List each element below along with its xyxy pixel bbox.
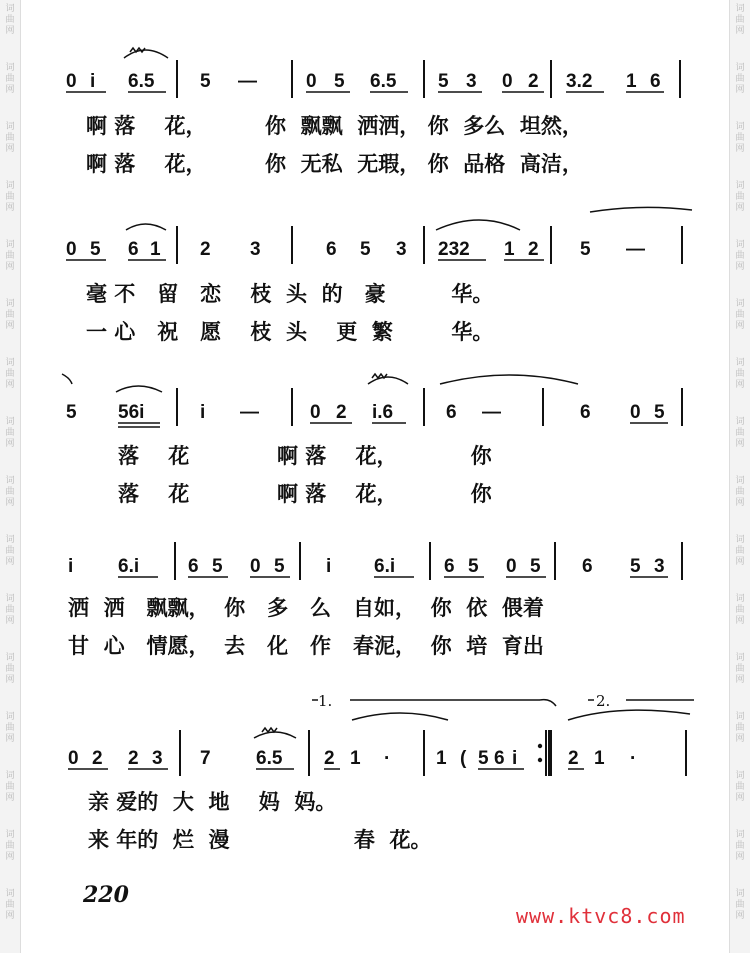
note: — bbox=[238, 71, 257, 92]
system-4 bbox=[0, 520, 750, 670]
note: 6 bbox=[444, 556, 455, 577]
lyric-verse-1: 亲 爱的 大 地 妈 妈。 bbox=[88, 789, 337, 814]
note: 232 bbox=[438, 239, 470, 260]
note: 5 bbox=[654, 402, 665, 423]
note: 0 bbox=[250, 556, 261, 577]
watermark-text: 词 曲 网 bbox=[735, 240, 745, 272]
page-number: 220 bbox=[83, 882, 129, 908]
note: 5 bbox=[478, 748, 489, 769]
watermark-text: 词 曲 网 bbox=[735, 63, 745, 95]
system-1 bbox=[0, 40, 750, 190]
note: — bbox=[482, 402, 501, 423]
note: 0 bbox=[506, 556, 517, 577]
note: 0 bbox=[66, 71, 77, 92]
note: 6 bbox=[128, 239, 139, 260]
note: 0 bbox=[630, 402, 641, 423]
watermark-text: 词 曲 网 bbox=[735, 535, 745, 567]
watermark-text: 词 曲 网 bbox=[735, 4, 745, 36]
watermark-text: 词 曲 网 bbox=[5, 712, 15, 744]
note: i bbox=[200, 402, 206, 423]
lyric-verse-1: 毫 不 留 恋 枝 头 的 豪 华。 bbox=[86, 281, 494, 306]
watermark-text: 词 曲 网 bbox=[735, 653, 745, 685]
note: 5 bbox=[212, 556, 223, 577]
note: 2 bbox=[528, 71, 539, 92]
watermark-text: 词 曲 网 bbox=[735, 417, 745, 449]
volta-1-label: 1. bbox=[318, 692, 333, 710]
note: 6 bbox=[446, 402, 457, 423]
note: 2 bbox=[324, 748, 335, 769]
note: 6 bbox=[580, 402, 591, 423]
lyric-verse-1: 落 花 啊 落 花， 你 bbox=[118, 443, 492, 468]
note: 1 bbox=[436, 748, 447, 769]
note: 6 bbox=[326, 239, 337, 260]
watermark-text: 词 曲 网 bbox=[735, 299, 745, 331]
lyric-verse-1: 啊 落 花， 你 飘飘 洒洒， 你 多么 坦然， bbox=[86, 113, 583, 138]
watermark-text: 词 曲 网 bbox=[5, 4, 15, 36]
watermark-text: 词 曲 网 bbox=[5, 830, 15, 862]
note: 3 bbox=[250, 239, 261, 260]
note: · bbox=[384, 748, 391, 769]
note: 6.5 bbox=[256, 748, 283, 769]
watermark-text: 词 曲 网 bbox=[735, 122, 745, 154]
watermark-text: 词 曲 网 bbox=[735, 181, 745, 213]
note: 5 bbox=[530, 556, 541, 577]
note: 3 bbox=[152, 748, 163, 769]
note: 3.2 bbox=[566, 71, 593, 92]
note: 0 bbox=[306, 71, 317, 92]
note: 6.i bbox=[118, 556, 140, 577]
note: 2 bbox=[92, 748, 103, 769]
note: 6.5 bbox=[370, 71, 397, 92]
note: 1 bbox=[626, 71, 637, 92]
watermark-text: 词 曲 网 bbox=[5, 240, 15, 272]
watermark-text: 词 曲 网 bbox=[735, 476, 745, 508]
watermark-text: 词 曲 网 bbox=[5, 535, 15, 567]
note: 2 bbox=[200, 239, 211, 260]
lyric-verse-2: 甘 心 情愿， 去 化 作 春泥， 你 培 育出 bbox=[68, 633, 544, 658]
watermark-text: 词 曲 网 bbox=[5, 181, 15, 213]
site-watermark: www.ktvc8.com bbox=[516, 904, 686, 928]
watermark-text: 词 曲 网 bbox=[5, 653, 15, 685]
note: 1 bbox=[504, 239, 515, 260]
note: 56i bbox=[118, 402, 145, 423]
watermark-text: 词 曲 网 bbox=[5, 417, 15, 449]
note: 1 bbox=[594, 748, 605, 769]
note: 6.5 bbox=[128, 71, 155, 92]
note: 2 bbox=[528, 239, 539, 260]
lyric-verse-1: 洒 洒 飘飘， 你 多 么 自如， 你 依 偎着 bbox=[68, 595, 544, 620]
note: 2 bbox=[128, 748, 139, 769]
note: 5 bbox=[200, 71, 211, 92]
note: 2 bbox=[568, 748, 579, 769]
note: i.6 bbox=[372, 402, 394, 423]
system-2 bbox=[0, 200, 750, 350]
watermark-text: 词 曲 网 bbox=[735, 712, 745, 744]
watermark-text: 词 曲 网 bbox=[735, 358, 745, 390]
watermark-text: 词 曲 网 bbox=[5, 594, 15, 626]
watermark-text: 词 曲 网 bbox=[735, 594, 745, 626]
note: 5 bbox=[360, 239, 371, 260]
note: 3 bbox=[396, 239, 407, 260]
note: 5 bbox=[334, 71, 345, 92]
watermark-text: 词 曲 网 bbox=[5, 358, 15, 390]
watermark-text: 词 曲 网 bbox=[735, 771, 745, 803]
note: 0 bbox=[310, 402, 321, 423]
note: 5 bbox=[66, 402, 77, 423]
note: 5 bbox=[274, 556, 285, 577]
note: 0 bbox=[68, 748, 79, 769]
note: ( bbox=[460, 748, 467, 769]
watermark-text: 词 曲 网 bbox=[735, 889, 745, 921]
system-3 bbox=[0, 360, 750, 510]
note: 5 bbox=[468, 556, 479, 577]
note: 0 bbox=[66, 239, 77, 260]
watermark-text: 词 曲 网 bbox=[5, 476, 15, 508]
note: 3 bbox=[466, 71, 477, 92]
watermark-text: 词 曲 网 bbox=[5, 889, 15, 921]
note: i bbox=[512, 748, 518, 769]
note: 0 bbox=[502, 71, 513, 92]
lyric-verse-2: 一 心 祝 愿 枝 头 更 繁 华。 bbox=[86, 319, 494, 344]
note: 6 bbox=[188, 556, 199, 577]
note: 5 bbox=[630, 556, 641, 577]
note: — bbox=[626, 239, 645, 260]
watermark-text: 词 曲 网 bbox=[5, 771, 15, 803]
watermark-text: 词 曲 网 bbox=[735, 830, 745, 862]
note: 3 bbox=[654, 556, 665, 577]
note: · bbox=[630, 748, 637, 769]
lyric-verse-2: 啊 落 花， 你 无私 无瑕， 你 品格 高洁， bbox=[86, 151, 583, 176]
note: — bbox=[240, 402, 259, 423]
note: 1 bbox=[350, 748, 361, 769]
watermark-text: 词 曲 网 bbox=[5, 122, 15, 154]
note: 6 bbox=[494, 748, 505, 769]
watermark-text: 词 曲 网 bbox=[5, 63, 15, 95]
lyric-verse-2: 落 花 啊 落 花， 你 bbox=[118, 481, 492, 506]
note: 5 bbox=[90, 239, 101, 260]
note: 2 bbox=[336, 402, 347, 423]
note: 7 bbox=[200, 748, 211, 769]
watermark-text: 词 曲 网 bbox=[5, 299, 15, 331]
note: i bbox=[68, 556, 74, 577]
note: 5 bbox=[438, 71, 449, 92]
note: 6 bbox=[650, 71, 661, 92]
volta-2-label: 2. bbox=[596, 692, 611, 710]
note: 6.i bbox=[374, 556, 396, 577]
note: i bbox=[90, 71, 96, 92]
note: 5 bbox=[580, 239, 591, 260]
lyric-verse-2: 来 年的 烂 漫 春 花。 bbox=[88, 827, 432, 852]
note: 1 bbox=[150, 239, 161, 260]
note: i bbox=[326, 556, 332, 577]
note: 6 bbox=[582, 556, 593, 577]
